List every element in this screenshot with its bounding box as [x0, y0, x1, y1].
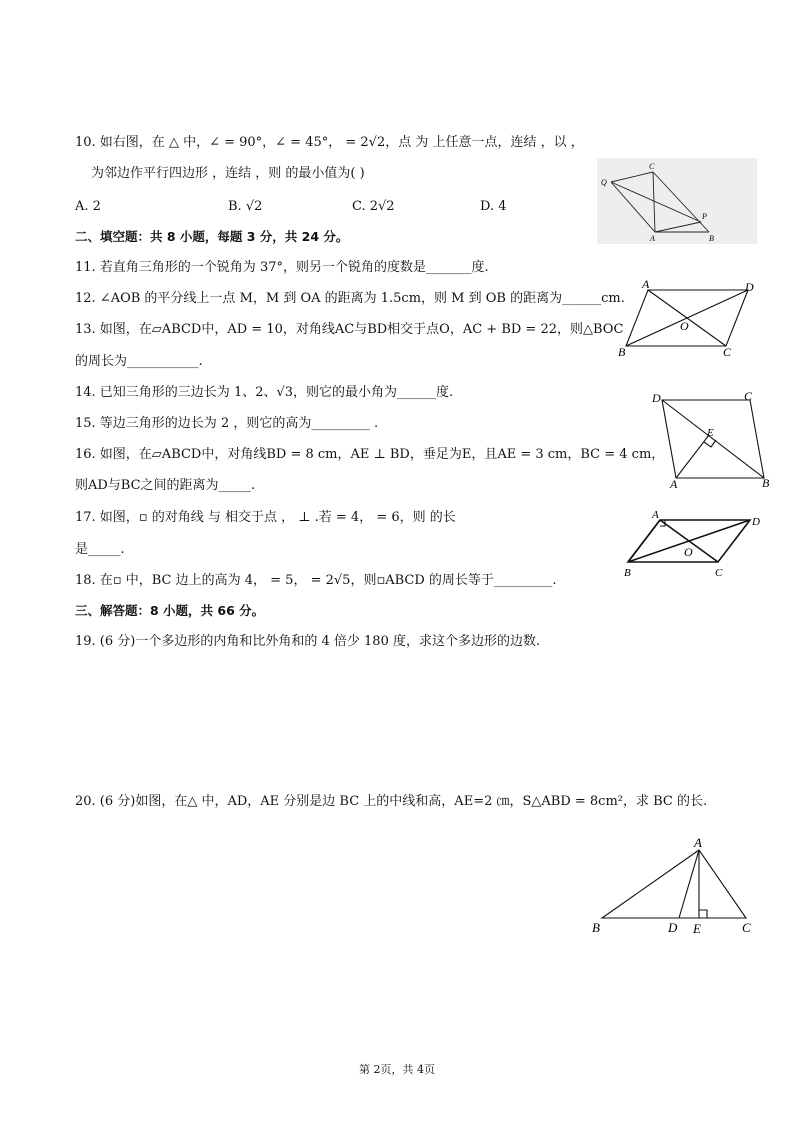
q20-label-b: B: [592, 920, 600, 935]
q11-text: 11. 若直角三角形的一个锐角为 37°，则另一个锐角的度数是_______度.: [75, 260, 489, 275]
q16-label-a: A: [670, 477, 678, 490]
q13-line1: 13. 如图，在▱ABCD中，AD = 10，对角线AC与BD相交于点O，AC + BD = 22，则△BOC: [75, 322, 624, 337]
q20-text: 20. (6 分)如图，在△ 中，AD，AE 分别是边 BC 上的中线和高，AE=2 ㎝，S△ABD = 8cm²，求 BC 的长.: [75, 794, 708, 809]
q20-median-ad: [679, 850, 699, 918]
section3-heading: 三、解答题：8 小题，共 66 分。: [75, 603, 265, 618]
q20-triangle-abc: [602, 850, 746, 918]
q10-label-q: Q: [601, 178, 607, 187]
q10-line1: 10. 如右图，在 △ 中，∠ = 90°，∠ = 45°， = 2√2，点 为 上任意一点，连结 ，以 ，: [75, 135, 584, 150]
q16-figure: [646, 388, 776, 490]
q16-right-angle-mark: [704, 440, 716, 447]
q17-line1: 17. 如图，▫ 的对角线 与 相交于点 ， ⊥ .若 = 4， = 6，则 的长: [75, 510, 456, 525]
q10-label-p: P: [702, 212, 707, 221]
q15-text: 15. 等边三角形的边长为 2 ，则它的高为_________ .: [75, 416, 379, 431]
q10-option-b: B. √2: [228, 199, 263, 214]
q10-option-c: C. 2√2: [352, 199, 395, 214]
q13-label-d: D: [745, 280, 754, 294]
q10-label-b: B: [709, 234, 714, 243]
q10-label-a: A: [650, 234, 655, 243]
q16-line1: 16. 如图，在▱ABCD中，对角线BD = 8 cm，AE ⊥ BD，垂足为E，且AE = 3 cm，BC = 4 cm，: [75, 447, 665, 462]
q16-line-ae: [676, 435, 709, 478]
q20-right-angle-mark: [699, 910, 707, 918]
q17-label-c: C: [715, 567, 723, 578]
section2-heading: 二、填空题：共 8 小题，每题 3 分，共 24 分。: [75, 229, 349, 244]
q16-label-c: C: [744, 389, 753, 403]
q13-label-a: A: [642, 277, 650, 291]
q13-figure: [612, 276, 762, 362]
q13-label-b: B: [618, 345, 626, 359]
q13-line2: 的周长为___________.: [75, 354, 203, 369]
q16-label-e: E: [707, 427, 714, 439]
q10-label-c: C: [649, 162, 655, 171]
q20-label-d: D: [668, 920, 678, 935]
q16-label-d: D: [652, 391, 661, 405]
q20-figure: [588, 834, 758, 938]
q17-label-a: A: [652, 509, 659, 521]
q12-text: 12. ∠AOB 的平分线上一点 M，M 到 OA 的距离为 1.5cm，则 M 到 OB 的距离为______cm.: [75, 291, 625, 306]
q17-label-d: D: [752, 516, 760, 528]
q10-line2: 为邻边作平行四边形 ，连结 ，则 的最小值为( ): [91, 166, 365, 181]
q16-diagonal-bd: [662, 400, 764, 478]
q17-line2: 是_____.: [75, 542, 125, 557]
q17-label-b: B: [624, 567, 631, 578]
q17-figure: [620, 506, 770, 578]
q16-label-b: B: [762, 476, 770, 490]
q10-option-d: D. 4: [480, 199, 507, 214]
q18-text: 18. 在▫ 中，BC 边上的高为 4， = 5， = 2√5，则▫ABCD 的周长等于_________.: [75, 573, 557, 588]
q10-option-a: A. 2: [75, 199, 101, 214]
q19-text: 19. (6 分)一个多边形的内角和比外角和的 4 倍少 180 度，求这个多边形的边数.: [75, 634, 541, 649]
q16-line2: 则AD与BC之间的距离为_____.: [75, 478, 256, 493]
q10-figure-bg: [597, 158, 757, 244]
q13-label-c: C: [723, 345, 732, 359]
q10-figure: [597, 158, 757, 244]
q17-label-o: O: [684, 545, 693, 559]
q20-label-a: A: [694, 835, 702, 850]
q14-text: 14. 已知三角形的三边长为 1、2、√3，则它的最小角为______度.: [75, 385, 454, 400]
q20-label-c: C: [742, 920, 751, 935]
q20-label-e: E: [693, 921, 701, 936]
q13-label-o: O: [680, 319, 689, 333]
page-footer: 第 2页，共 4页: [359, 1063, 435, 1076]
